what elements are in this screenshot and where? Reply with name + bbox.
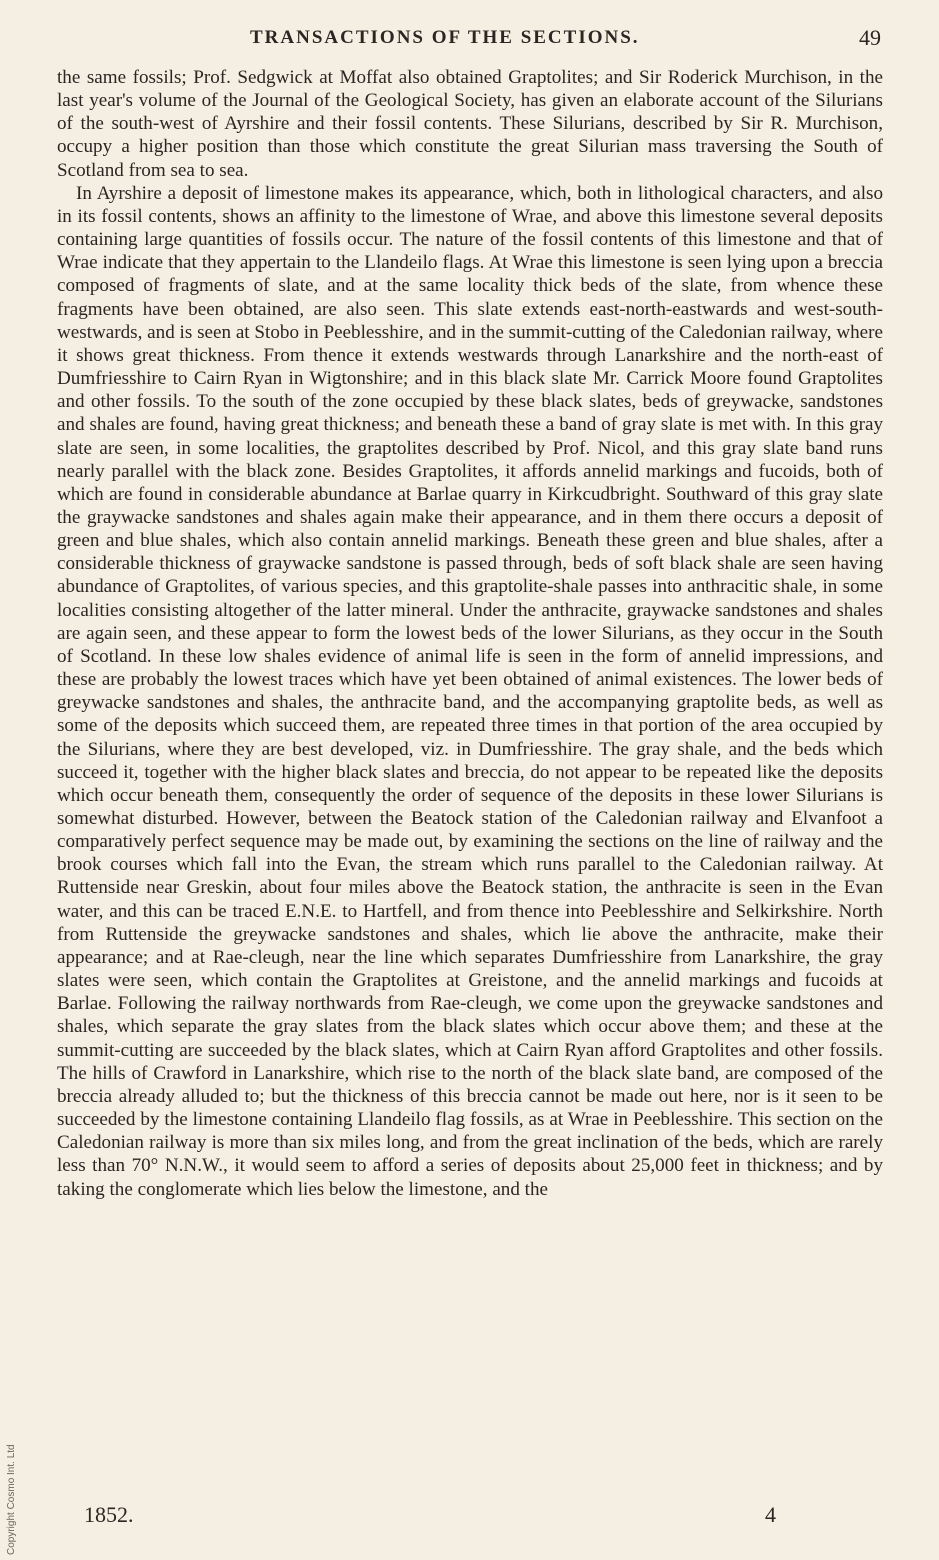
signature-mark: 4 xyxy=(765,1502,776,1527)
footer-year: 1852. xyxy=(84,1502,134,1527)
page-number: 49 xyxy=(859,25,881,50)
paragraph: In Ayrshire a deposit of limestone makes its appearance, which, both in lithological characters, and also in its fossil contents, shows an affinity to the limestone of Wrae, and above this limestone several deposits containing large quantities of fossils occur. The nature of the fossil contents of this limestone and that of Wrae indicate that they appertain to the Llandeilo flags. At Wrae this limestone is seen lying upon a breccia composed of fragments of slate, and at the same locality thick beds of the slate, from whence these fragments have been obtained, are also seen. This slate extends east-north-eastwards and west-south-westwards, and is seen at Stobo in Peeblesshire, and in the summit-cutting of the Caledonian railway, where it shows great thickness. From thence it extends westwards through Lanarkshire and the north-east of Dumfriesshire to Cairn Ryan in Wigtonshire; and in this black slate Mr. Carrick Moore found Graptolites and other fossils. To the south of the zone occupied by these black slates, beds of greywacke, sandstones and shales are found, having great thickness; and beneath these a band of gray slate is met with. In this gray slate are seen, in some localities, the graptolites described by Prof. Nicol, and this gray slate band runs nearly parallel with the black zone. Besides Graptolites, it affords annelid markings and fucoids, both of which are found in considerable abundance at Barlae quarry in Kirkcudbright. Southward of this gray slate the graywacke sandstones and shales again make their appearance, and in them there occurs a deposit of green and blue shales, which also contain annelid markings. Beneath these green and blue shales, after a considerable thickness of graywacke sandstone is passed through, beds of soft black shale are seen having abundance of Graptolites, of various species, and this graptolite-shale passes into anthracitic shale, in some localities consisting altogether of the latter mineral. Under the anthracite, graywacke sandstones and shales are again seen, and these appear to form the lowest beds of the lower Silurians, as they occur in the South of Scotland. In these low shales evidence of animal life is seen in the form of annelid impressions, and these are probably the lowest traces which have yet been obtained of animal existences. The lower beds of greywacke sandstones and shales, the anthracite band, and the accompanying graptolite beds, as well as some of the deposits which succeed them, are repeated three times in that portion of the area occupied by the Silurians, where they are best developed, viz. in Dumfriesshire. The gray shale, and the beds which succeed it, together with the higher black slates and breccia, do not appear to be repeated like the deposits which occur beneath them, consequently the order of sequence of the deposits in these lower Silurians is somewhat disturbed. However, between the Beatock station of the Caledonian railway and Elvanfoot a comparatively perfect sequence may be made out, by examining the sections on the line of railway and the brook courses which fall into the Evan, the stream which runs parallel to the Caledonian railway. At Ruttenside near Greskin, about four miles above the Beatock station, the anthracite is seen in the Evan water, and this can be traced E.N.E. to Hartfell, and from thence into Peeblesshire and Selkirkshire. North from Ruttenside the greywacke sandstones and shales, which lie above the anthracite, make their appearance; and at Rae-cleugh, near the line which separates Dumfriesshire from Lanarkshire, the gray slates were seen, which contain the Graptolites at Greistone, and the annelid markings and fucoids at Barlae. Following the railway northwards from Rae-cleugh, we come upon the greywacke sandstones and shales, which separate the gray slates from the black slates which occur above them; and these at the summit-cutting are succeeded by the black slates, which at Cairn Ryan afford Graptolites and other fossils. The hills of Crawford in Lanarkshire, which rise to the north of the black slate band, are composed of the breccia already alluded to; but the thickness of this breccia cannot be made out here, nor is it seen to be succeeded by the limestone containing Llandeilo flag fossils, as at Wrae in Peeblesshire. This section on the Caledonian railway is more than six miles long, and from the great inclination of the beds, which are rarely less than 70° N.N.W., it would seem to afford a series of deposits about 25,000 feet in thickness; and by taking the conglomerate which lies below the limestone, and the xyxy=(57,182,883,1200)
running-title: TRANSACTIONS OF THE SECTIONS. xyxy=(250,27,640,48)
body-text xyxy=(57,66,883,1201)
paragraph-continued: the same fossils; Prof. Sedgwick at Moffat also obtained Graptolites; and Sir Roderick Murchison, in the last year's volume of the Journal of the Geological Society, has given an elaborate account of the Silurians of the south-west of Ayrshire and their fossil contents. These Silurians, described by Sir R. Murchison, occupy a higher position than those which constitute the great Silurian mass traversing the South of Scotland from sea to sea. xyxy=(57,67,883,181)
copyright-watermark: Copyright Cosmo Int. Ltd xyxy=(6,1444,17,1555)
